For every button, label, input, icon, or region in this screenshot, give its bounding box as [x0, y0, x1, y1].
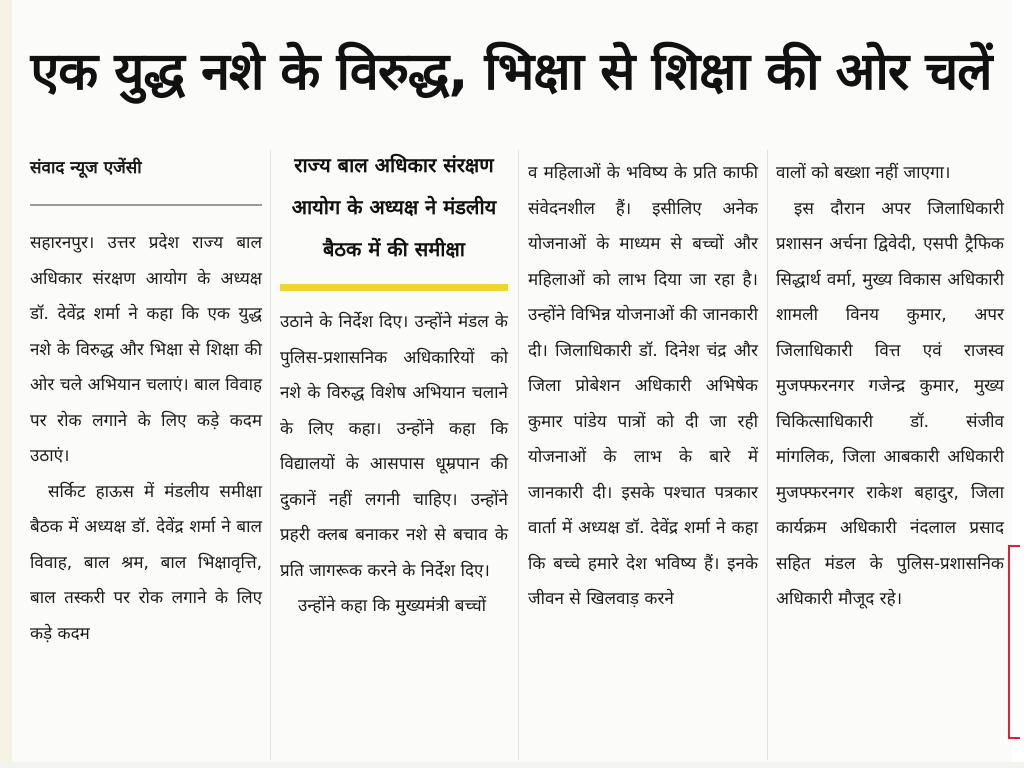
byline: संवाद न्यूज एजेंसी: [30, 158, 142, 178]
column-divider: [767, 150, 768, 760]
column-3-paragraph-1: व महिलाओं के भविष्य के प्रति काफी संवेदनशील हैं। इसीलिए अनेक योजनाओं के माध्यम से बच्चों और महिलाओं को लाभ दिया जा रहा है। उन्होंने विभिन्न योजनाओं की जानकारी दी। जिलाधिकारी डॉ. दिनेश चंद्र और जिला प्रोबेशन अधिकारी अभिषेक कुमार पांडेय पात्रों को दी जा रही योजनाओं के लाभ के बारे में जानकारी दी। इसके पश्चात पत्रकार वार्ता में अध्यक्ष डॉ. देवेंद्र शर्मा ने कहा कि बच्चे हमारे देश भविष्य हैं। इनके जीवन से खिलवाड़ करने: [528, 163, 758, 609]
column-divider: [270, 150, 271, 760]
column-2-paragraph-1: उठाने के निर्देश दिए। उन्होंने मंडल के पुलिस-प्रशासनिक अधिकारियों को नशे के विरुद्ध विशेष अभियान चलाने के लिए कहा। उन्होंने कहा कि विद्यालयों के आसपास धूम्रपान की दुकानें नहीं लगनी चाहिए। उन्होंने प्रहरी क्लब बनाकर नशे से बचाव के प्रति जागरूक करने के निर्देश दिए।: [280, 312, 508, 581]
adjacent-clipping-edge: [1008, 545, 1020, 739]
left-page-edge: [0, 0, 12, 768]
column-3: [528, 156, 758, 618]
column-4: [776, 156, 1004, 618]
column-divider: [518, 150, 519, 760]
byline-rule: [30, 204, 262, 206]
column-1-paragraph-2: सर्किट हाऊस में मंडलीय समीक्षा बैठक में अध्यक्ष डॉ. देवेंद्र शर्मा ने बाल विवाह, बाल श्रम, बाल भिक्षावृत्ति, बाल तस्करी पर रोक लगाने के लिए कड़े कदम: [30, 481, 262, 644]
column-2: [280, 150, 508, 625]
subheadline-highlight-bar: [280, 284, 508, 291]
column-1-paragraph-1: सहारनपुर। उत्तर प्रदेश राज्य बाल अधिकार संरक्षण आयोग के अध्यक्ष डॉ. देवेंद्र शर्मा ने कहा कि एक युद्ध नशे के विरुद्ध और भिक्षा से शिक्षा की ओर चले अभियान चलाएं। बाल विवाह पर रोक लगाने के लिए कड़े कदम उठाएं।: [30, 233, 262, 466]
column-1: [30, 150, 262, 652]
column-4-paragraph-2: इस दौरान अपर जिलाधिकारी प्रशासन अर्चना द्विवेदी, एसपी ट्रैफिक सिद्धार्थ वर्मा, मुख्य विकास अधिकारी शामली विनय कुमार, अपर जिलाधिकारी वित्त एवं राजस्व मुजफ्फरनगर गजेन्द्र कुमार, मुख्य चिकित्साधिकारी डॉ. संजीव मांगलिक, जिला आबकारी अधिकारी मुजफ्फरनगर राकेश बहादुर, जिला कार्यक्रम अधिकारी नंदलाल प्रसाद सहित मंडल के पुलिस-प्रशासनिक अधिकारी मौजूद रहे।: [776, 198, 1004, 609]
subheadline: राज्य बाल अधिकार संरक्षण आयोग के अध्यक्ष ने मंडलीय बैठक में की समीक्षा: [291, 153, 497, 261]
column-4-paragraph-1: वालों को बख्शा नहीं जाएगा।: [776, 163, 951, 183]
headline: एक युद्ध नशे के विरुद्ध, भिक्षा से शिक्षा की ओर चलें: [30, 42, 992, 102]
bottom-edge: [0, 762, 1024, 768]
column-2-paragraph-2: उन्होंने कहा कि मुख्यमंत्री बच्चों: [298, 596, 487, 616]
